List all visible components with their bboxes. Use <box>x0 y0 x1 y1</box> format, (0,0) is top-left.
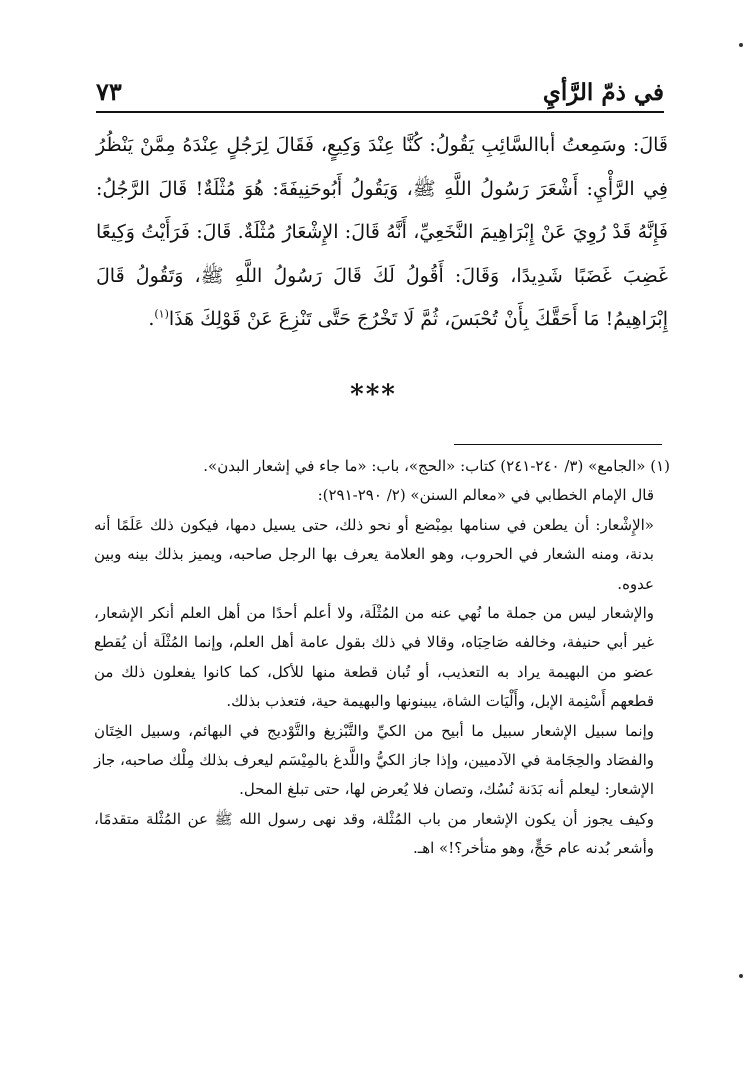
quote-paragraph-2: والإشعار ليس من جملة ما نُهي عنه من المُثْلَة، ولا أعلم أحدًا من أهل العلم أنكر الإشعار، غير أبي حنيفة، وخالفه صَاحِبَاه، وقالا في ذلك بقول عامة أهل العلم، وإنما المُثْلَة أن يُقطع عضو من البهيمة يراد به التعذيب، أو تُبان قطعة منها للأكل، كما كانوا يفعلون ذلك من قطعهم أَسْنِمة الإبل، وأَلْيَات الشاة، يبينونها والبهيمة حية، فتعذب بذلك. <box>94 604 654 711</box>
footnote-1 <box>94 452 670 481</box>
footnotes <box>94 452 670 864</box>
footnote-1-marker: (١) <box>650 457 670 475</box>
paragraph-end-mark: . <box>148 308 155 330</box>
page-header <box>96 58 664 106</box>
margin-dot-top <box>739 43 743 47</box>
quote-paragraph-4: وكيف يجوز أن يكون الإشعار من باب المُثْلة، وقد نهى رسول الله ﷺ عن المُثْلة متقدمًا، وأشعر بُدنه عام حَجٍّ، وهو متأخر؟!» اهـ. <box>94 809 654 858</box>
main-text <box>96 124 668 342</box>
quote-paragraph-1: «الإِشْعار: أن يطعن في سنامها بمِبْضع أو نحو ذلك، حتى يسيل دمها، فيكون ذلك عَلَمًا أنه بدنة، ومنه الشعار في الحروب، وهو العلامة يعرف بها الرجل صاحبه، ويميز بذلك بينه وبين عدوه. <box>94 515 654 593</box>
margin-dot-bottom <box>739 974 743 978</box>
header-rule <box>96 111 664 113</box>
quote-paragraph-3: وإنما سبيل الإشعار سبيل ما أبيح من الكيِّ والتَّبْزيغ والتَّوْديج في البهائم، وسبيل الخِتَان والفصَاد والحِجَامة في الآدميين، وإذا جاز الكيُّ واللَّدغ بالمِيْسَم ليعرف بذلك مِلْك صاحبه، جاز الإشعار: ليعلم أنه بَدَنة نُسُك، وتصان فلا يُعرض لها، حتى تبلغ المحل. <box>94 721 654 799</box>
footnote-rule <box>454 444 662 445</box>
section-separator: *** <box>350 380 397 410</box>
khattabi-intro: قال الإمام الخطابي في «معالم السنن» (٢/ ٢٩٠-٢٩١): <box>317 486 654 505</box>
footnote-reference[interactable]: (١) <box>154 307 169 321</box>
main-paragraph <box>96 124 668 342</box>
main-paragraph-text: قَالَ: وسَمِعتُ أباالسَّائِبِ يَقُولُ: كُنَّا عِنْدَ وَكِيعٍ، فَقَالَ لِرَجُلٍ عِنْدَهُ مِمَّنْ يَنْظُرُ فِي الرَّأْيِ: أَشْعَرَ رَسُولُ اللَّهِ ﷺ، وَيَقُولُ أَبُوحَنِيفَةَ: هُوَ مُثْلَةٌ! قَالَ الرَّجُلُ: فَإِنَّهُ قَدْ رُوِيَ عَنْ إِبْرَاهِيمَ النَّخَعِيِّ، أَنَّهُ قَالَ: الإِشْعَارُ مُثْلَةٌ. قَالَ: فَرَأَيْتُ وَكِيعًا غَضِبَ غَضَبًا شَدِيدًا، وَقَالَ: أَقُولُ لَكَ قَالَ رَسُولُ اللَّهِ ﷺ، وَتَقُولُ قَالَ إِبْرَاهِيمُ! مَا أَحَقَّكَ بِأَنْ تُحْبَسَ، ثُمَّ لَا تَخْرُجَ حَتَّى تَنْزِعَ عَنْ قَوْلِكَ هَذَا <box>96 134 668 330</box>
footnote-1-source: «الجامع» (٣/ ٢٤٠-٢٤١) كتاب: «الحج»، باب: «ما جاء في إشعار البدن». <box>203 457 646 475</box>
page-number: ٧٣ <box>96 77 122 106</box>
running-title: في ذمّ الرَّأيِ <box>542 79 664 106</box>
